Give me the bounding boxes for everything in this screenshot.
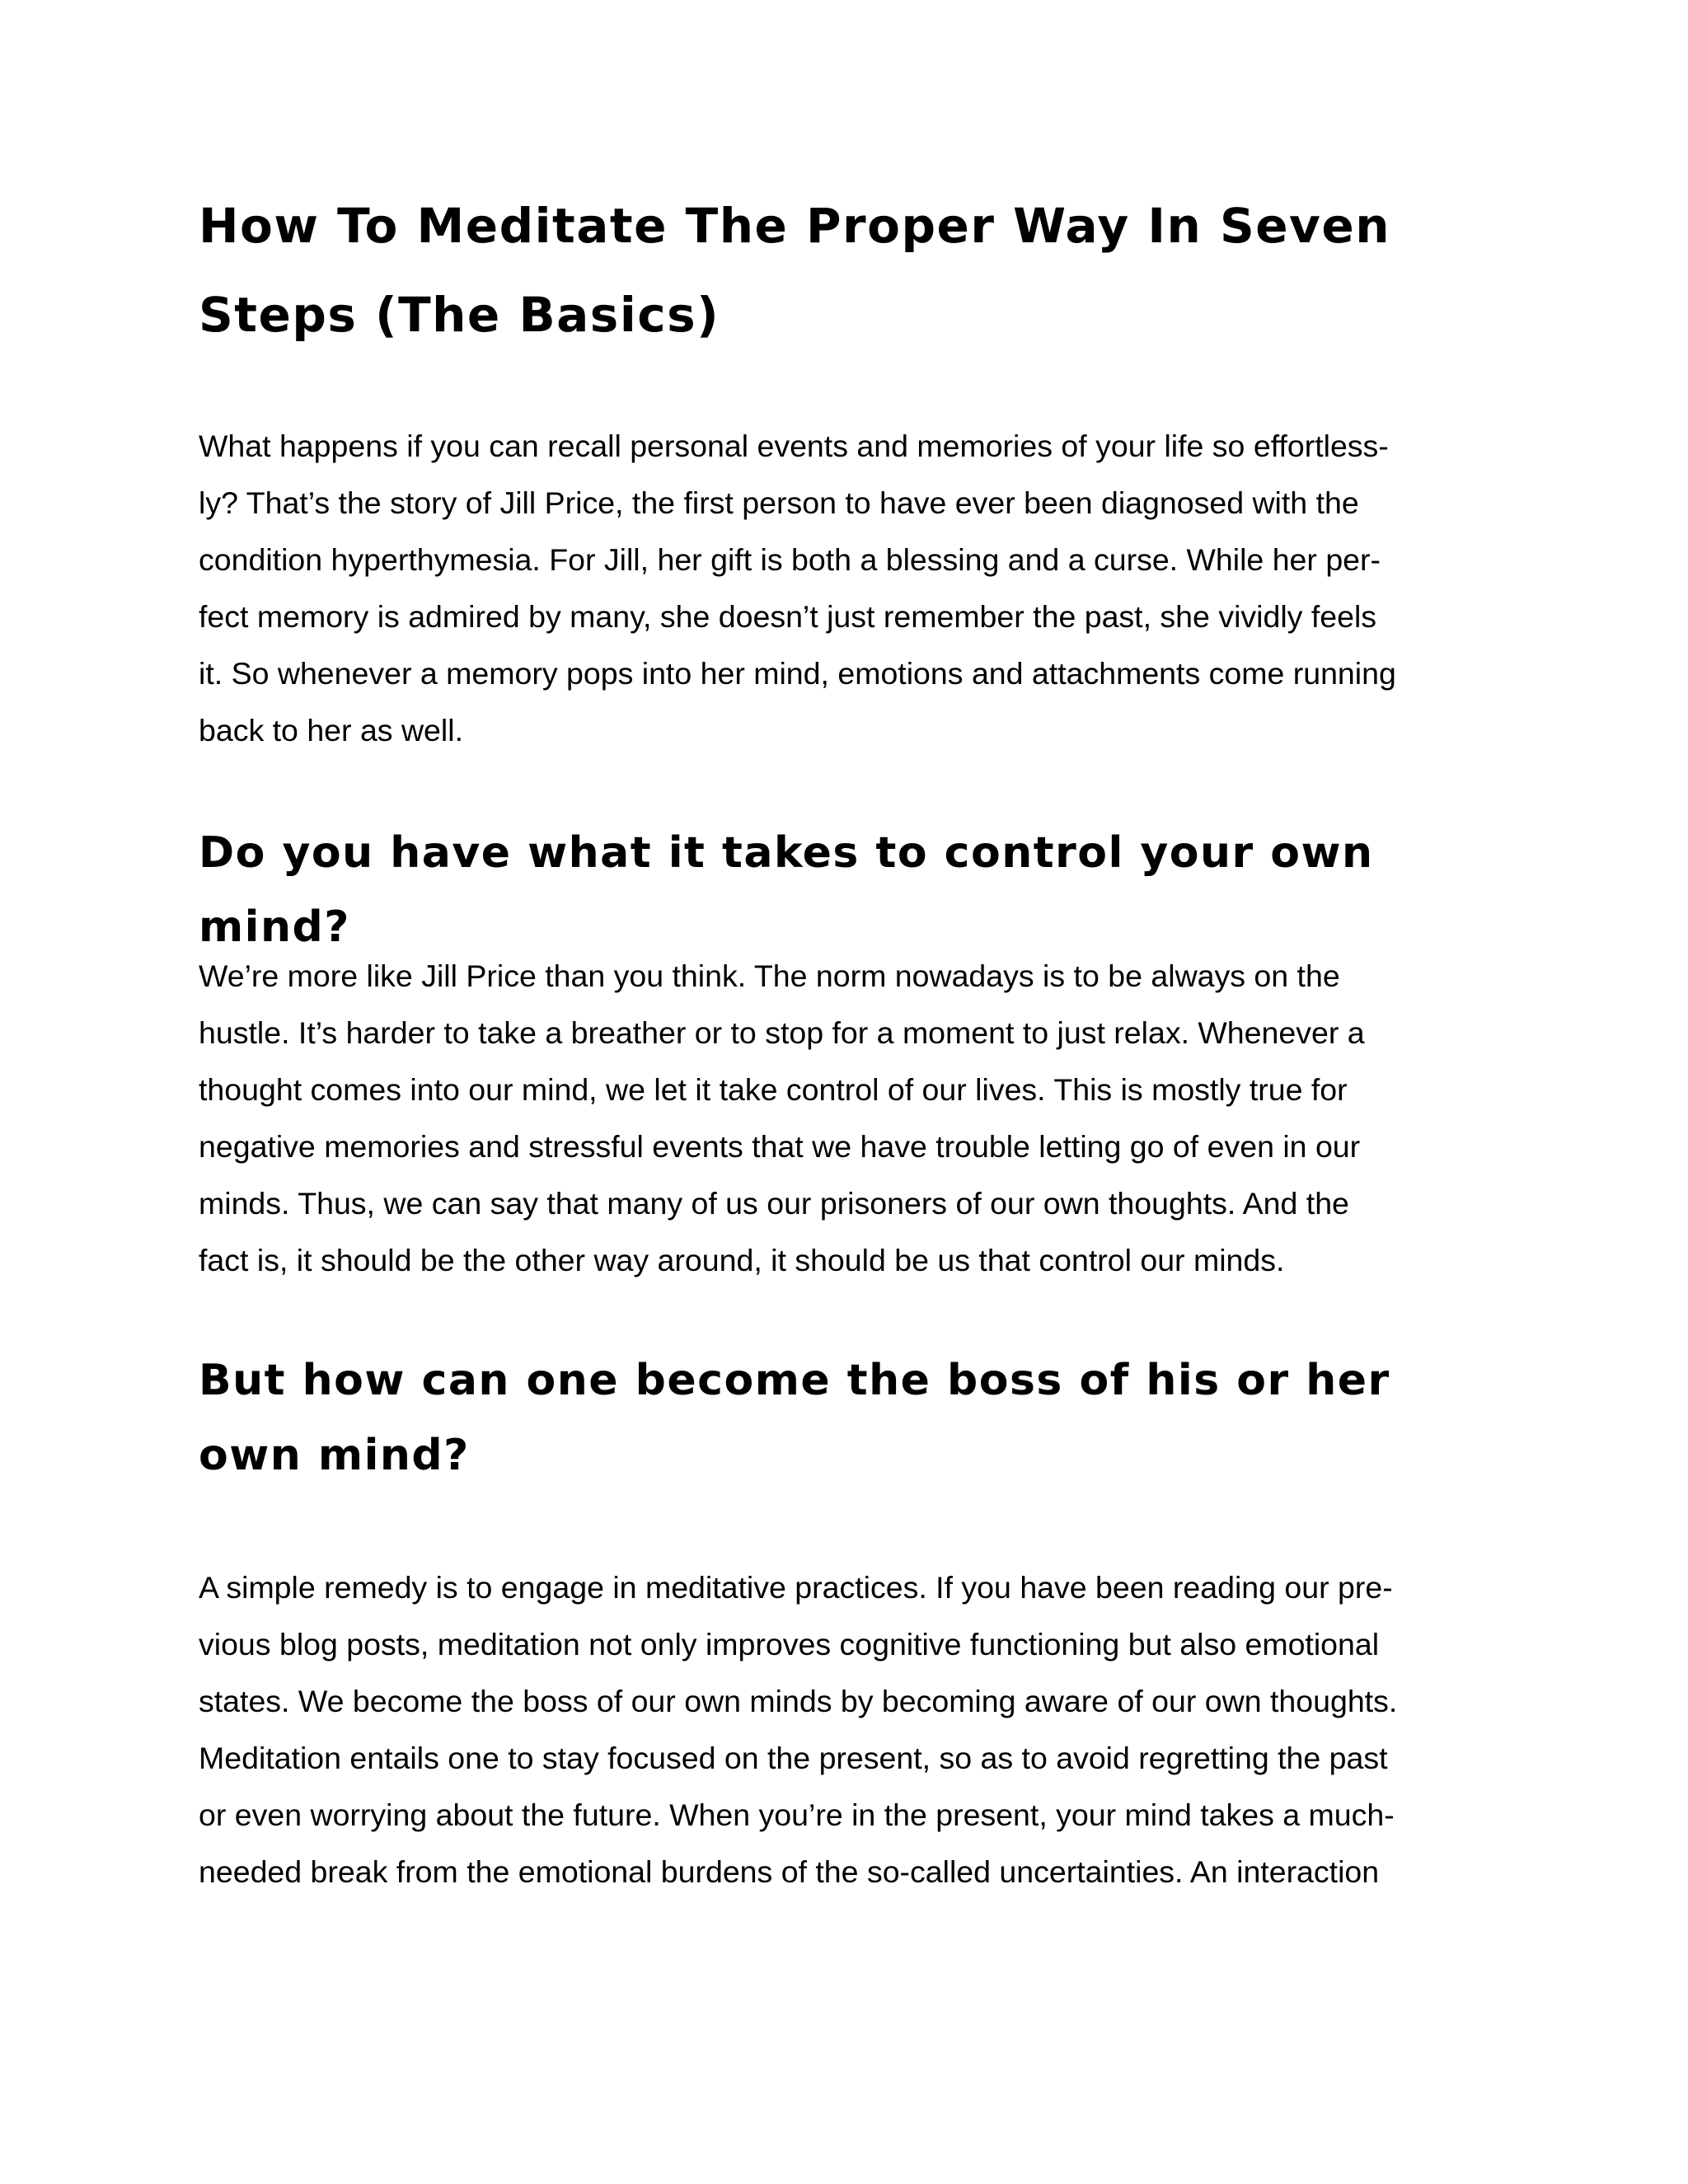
paragraph-line: vious blog posts, meditation not only improves cognitive functioning but also emotional [199,1627,1380,1661]
paragraph-line: condition hyperthymesia. For Jill, her gift is both a blessing and a curse. While her per- [199,542,1381,577]
page-title: How To Meditate The Proper Way In Seven Steps (The Basics) [199,198,1390,343]
paragraph-line: minds. Thus, we can say that many of us our prisoners of our own thoughts. And the [199,1186,1349,1221]
paragraph-line: Meditation entails one to stay focused on the present, so as to avoid regretting the past [199,1741,1388,1775]
paragraph-line: needed break from the emotional burdens of the so-called uncertainties. An interaction [199,1854,1380,1889]
paragraph-line: What happens if you can recall personal events and memories of your life so effortless- [199,429,1389,463]
paragraph-line: back to her as well. [199,713,463,748]
paragraph-line: states. We become the boss of our own minds by becoming aware of our own thoughts. [199,1684,1398,1718]
section-heading-boss-of-mind: But how can one become the boss of his or her own mind? [199,1356,1390,1480]
paragraph-line: negative memories and stressful events that we have trouble letting go of even in our [199,1129,1361,1164]
intro-paragraph [199,418,1497,759]
paragraph-line: thought comes into our mind, we let it take control of our lives. This is mostly true for [199,1072,1348,1107]
paragraph-line: or even worrying about the future. When you’re in the present, your mind takes a much- [199,1797,1395,1832]
paragraph-line: We’re more like Jill Price than you think. The norm nowadays is to be always on the [199,958,1340,993]
paragraph-line: fact is, it should be the other way around, it should be us that control our minds. [199,1243,1285,1277]
paragraph-line: ly? That’s the story of Jill Price, the first person to have ever been diagnosed with the [199,485,1359,520]
control-mind-paragraph [199,948,1497,1289]
paragraph-line: A simple remedy is to engage in meditative practices. If you have been reading our pre- [199,1570,1393,1605]
paragraph-line: hustle. It’s harder to take a breather or to stop for a moment to just relax. Whenever a [199,1015,1365,1050]
paragraph-line: fect memory is admired by many, she doesn’t just remember the past, she vividly feels [199,599,1377,634]
boss-of-mind-paragraph [199,1559,1497,1900]
paragraph-line: it. So whenever a memory pops into her mind, emotions and attachments come running [199,656,1396,691]
section-heading-control-mind: Do you have what it takes to control your own mind? [199,828,1374,952]
